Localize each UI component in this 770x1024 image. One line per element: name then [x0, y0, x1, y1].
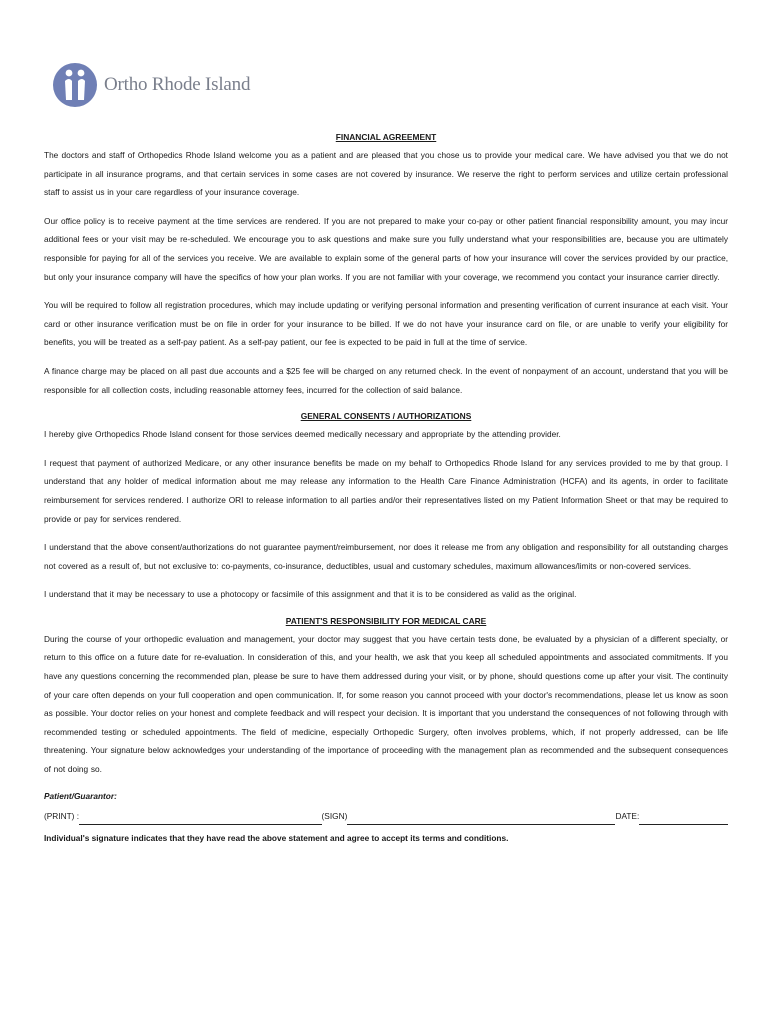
paragraph: I understand that the above consent/authorizations do not guarantee payment/reimbursement, nor does it release me from any obligation and responsibility for all outstanding charges not covered as a result of, but not exclusive to: co-payments, co-insurance, deductibles, usual and customary schedules, maximum allowances/limits or non-covered services. [44, 542, 728, 571]
paragraph: During the course of your orthopedic evaluation and management, your doctor may suggest that you have certain tests done, be evaluated by a physician of a different specialty, or return to this office on a future date for re-evaluation. In consideration of this, and your health, we ask that you keep all scheduled appointments and associated commitments. If you have any questions concerning the recommended plan, please be sure to have them addressed during your visit, or by phone, should questions come up after your visit. The continuity of your care often depends on your full cooperation and open communication. If, for some reason you cannot proceed with your doctor's recommendations, please let us know as soon as possible. Your doctor relies on your honest and complete feedback and will respect your decision. It is important that you understand the consequences of not following through with recommended testing or scheduled appointments. The field of medicine, especially Orthopedic Surgery, often involves problems, which, if not properly addressed, can be life threatening. Your signature below acknowledges your understanding of the importance of proceeding with the management plan as recommended and the subsequent consequences of not doing so. [44, 633, 728, 775]
paragraph: I understand that it may be necessary to use a photocopy or facsimile of this assignment and that it is to be considered as valid as the original. [44, 589, 577, 600]
acknowledgement-statement: Individual's signature indicates that they have read the above statement and agree to accept its terms and conditions. [44, 832, 509, 843]
paragraph: Our office policy is to receive payment at the time services are rendered. If you are not prepared to make your co-pay or other patient financial responsibility amount, you may incur additional fees or your visit may be re-scheduled. We encourage you to ask questions and make sure you fully understand what your responsibilities are, because you are ultimately responsible for paying for all of the services you receive. We are available to explain some of the general parts of how your insurance will cover the services provided by our practice, but only your insurance company will have the specifics of how your plan works. If you are not familiar with your coverage, we recommend you contact your insurance carrier directly. [44, 215, 728, 282]
date-field[interactable] [639, 812, 728, 825]
paragraph: I hereby give Orthopedics Rhode Island consent for those services deemed medically necessary and appropriate by the attending provider. [44, 429, 561, 440]
logo [52, 62, 250, 108]
print-label: (PRINT) : [44, 810, 80, 821]
paragraph: You will be required to follow all registration procedures, which may include updating or verifying personal information and presenting verification of current insurance at each visit. Your card or other insurance verification must be on file in order for your insurance to be billed. If we do not have your insurance card on file, or are unable to verify your eligibility for benefits, you will be treated as a self-pay patient. As a self-pay patient, our fee is expected to be paid in full at the time of service. [44, 300, 728, 348]
sign-label: (SIGN) [321, 810, 348, 821]
financial-agreement-title: FINANCIAL AGREEMENT [335, 132, 437, 142]
paragraph: The doctors and staff of Orthopedics Rhode Island welcome you as a patient and are pleased that you chose us to provide your medical care. We have advised you that we do not participate in all insurance programs, and that certain services in some cases are not covered by insurance. We reserve the right to perform services and utilize certain professional staff to assist us in your care regardless of your insurance coverage. [44, 150, 728, 198]
paragraph: A finance charge may be placed on all past due accounts and a $25 fee will be charged on any returned check. In the event of nonpayment of an account, understand that you will be responsible for all collection costs, including reasonable attorney fees, incurred for the collection of said balance. [44, 365, 728, 395]
org-name: Ortho Rhode Island [104, 74, 251, 95]
date-label: DATE: [615, 810, 640, 821]
patient-guarantor-label: Patient/Guarantor: [44, 790, 117, 801]
print-name-field[interactable] [79, 812, 321, 825]
document-body [44, 128, 728, 847]
signature-field[interactable] [347, 812, 615, 825]
ortho-logo-icon [52, 62, 98, 108]
general-consents-title: GENERAL CONSENTS / AUTHORIZATIONS [300, 411, 472, 422]
paragraph: I request that payment of authorized Medicare, or any other insurance benefits be made on my behalf to Orthopedics Rhode Island for any services provided to me by that group. I understand that any holder of medical information about me may release any information to the Health Care Finance Administration (HCFA) and its agents, in order to facilitate reimbursement for services rendered. I authorize ORI to release information to all parties and/or their representatives listed on my Patient Information Sheet or that may be required to provide or pay for services rendered. [44, 457, 728, 524]
patient-responsibility-title: PATIENT'S RESPONSIBILITY FOR MEDICAL CARE [285, 615, 487, 626]
signature-row [44, 807, 728, 825]
